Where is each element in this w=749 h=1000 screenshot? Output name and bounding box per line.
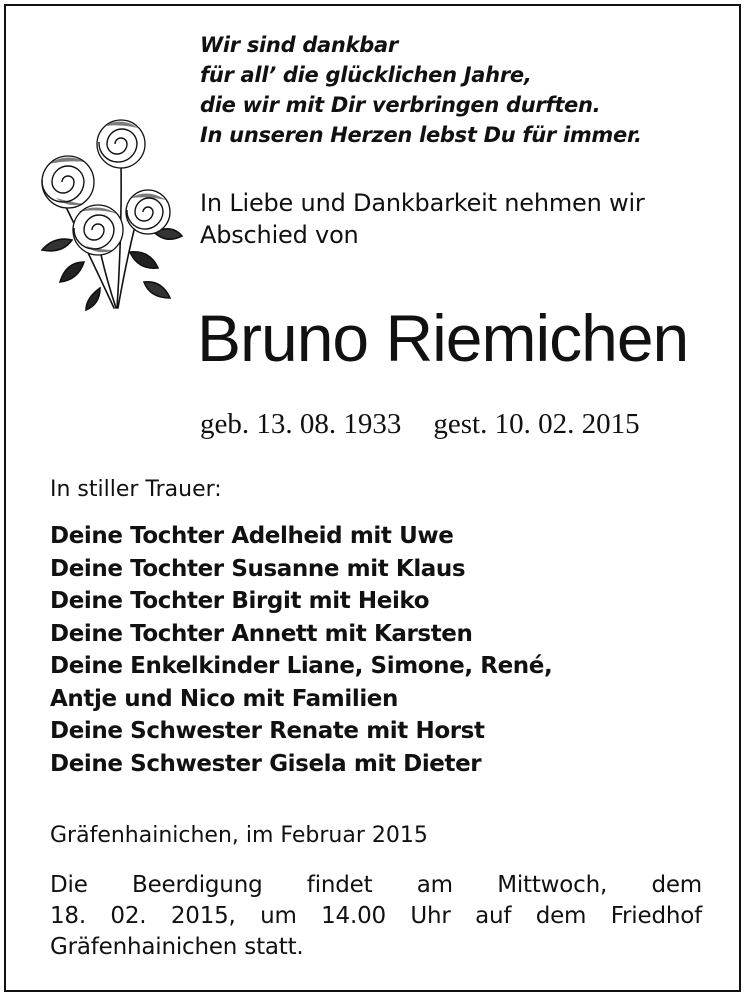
mourner-line: Deine Enkelkinder Liane, Simone, René, <box>50 653 553 679</box>
mourner-line: Deine Schwester Renate mit Horst <box>50 718 485 744</box>
funeral-line: Gräfenhainichen statt. <box>50 934 304 960</box>
funeral-line: Die Beerdigung findet am Mittwoch, dem <box>50 872 702 898</box>
place-and-date: Gräfenhainichen, im Februar 2015 <box>50 823 428 848</box>
intro-line: Abschied von <box>200 221 359 249</box>
mourner-line: Deine Schwester Gisela mit Dieter <box>50 750 482 777</box>
poem-line: für all’ die glücklichen Jahre, <box>200 63 532 87</box>
poem <box>200 30 642 150</box>
intro-line: In Liebe und Dankbarkeit nehmen wir <box>200 189 645 217</box>
deceased-name: Bruno Riemichen <box>197 301 689 375</box>
roses-illustration-icon <box>26 112 186 312</box>
mourners-label: In stiller Trauer: <box>50 477 222 502</box>
mourner-line: Deine Tochter Annett mit Karsten <box>50 620 473 647</box>
mourners-list <box>50 520 552 780</box>
mourner-line: Antje und Nico mit Familien <box>50 685 398 712</box>
mourner-line: Deine Tochter Adelheid mit Uwe <box>50 523 454 549</box>
funeral-notice <box>50 870 702 963</box>
birth-date: geb. 13. 08. 1933 <box>200 408 402 440</box>
poem-line: Wir sind dankbar <box>200 33 398 57</box>
intro-text <box>200 187 645 251</box>
mourner-line: Deine Tochter Birgit mit Heiko <box>50 588 430 614</box>
death-date: gest. 10. 02. 2015 <box>433 408 640 440</box>
funeral-line: 18. 02. 2015, um 14.00 Uhr auf dem Friedhof <box>50 903 702 929</box>
life-dates <box>200 404 640 444</box>
mourner-line: Deine Tochter Susanne mit Klaus <box>50 555 466 582</box>
poem-line: die wir mit Dir verbringen durften. <box>200 93 601 117</box>
poem-line: In unseren Herzen lebst Du für immer. <box>200 123 642 147</box>
